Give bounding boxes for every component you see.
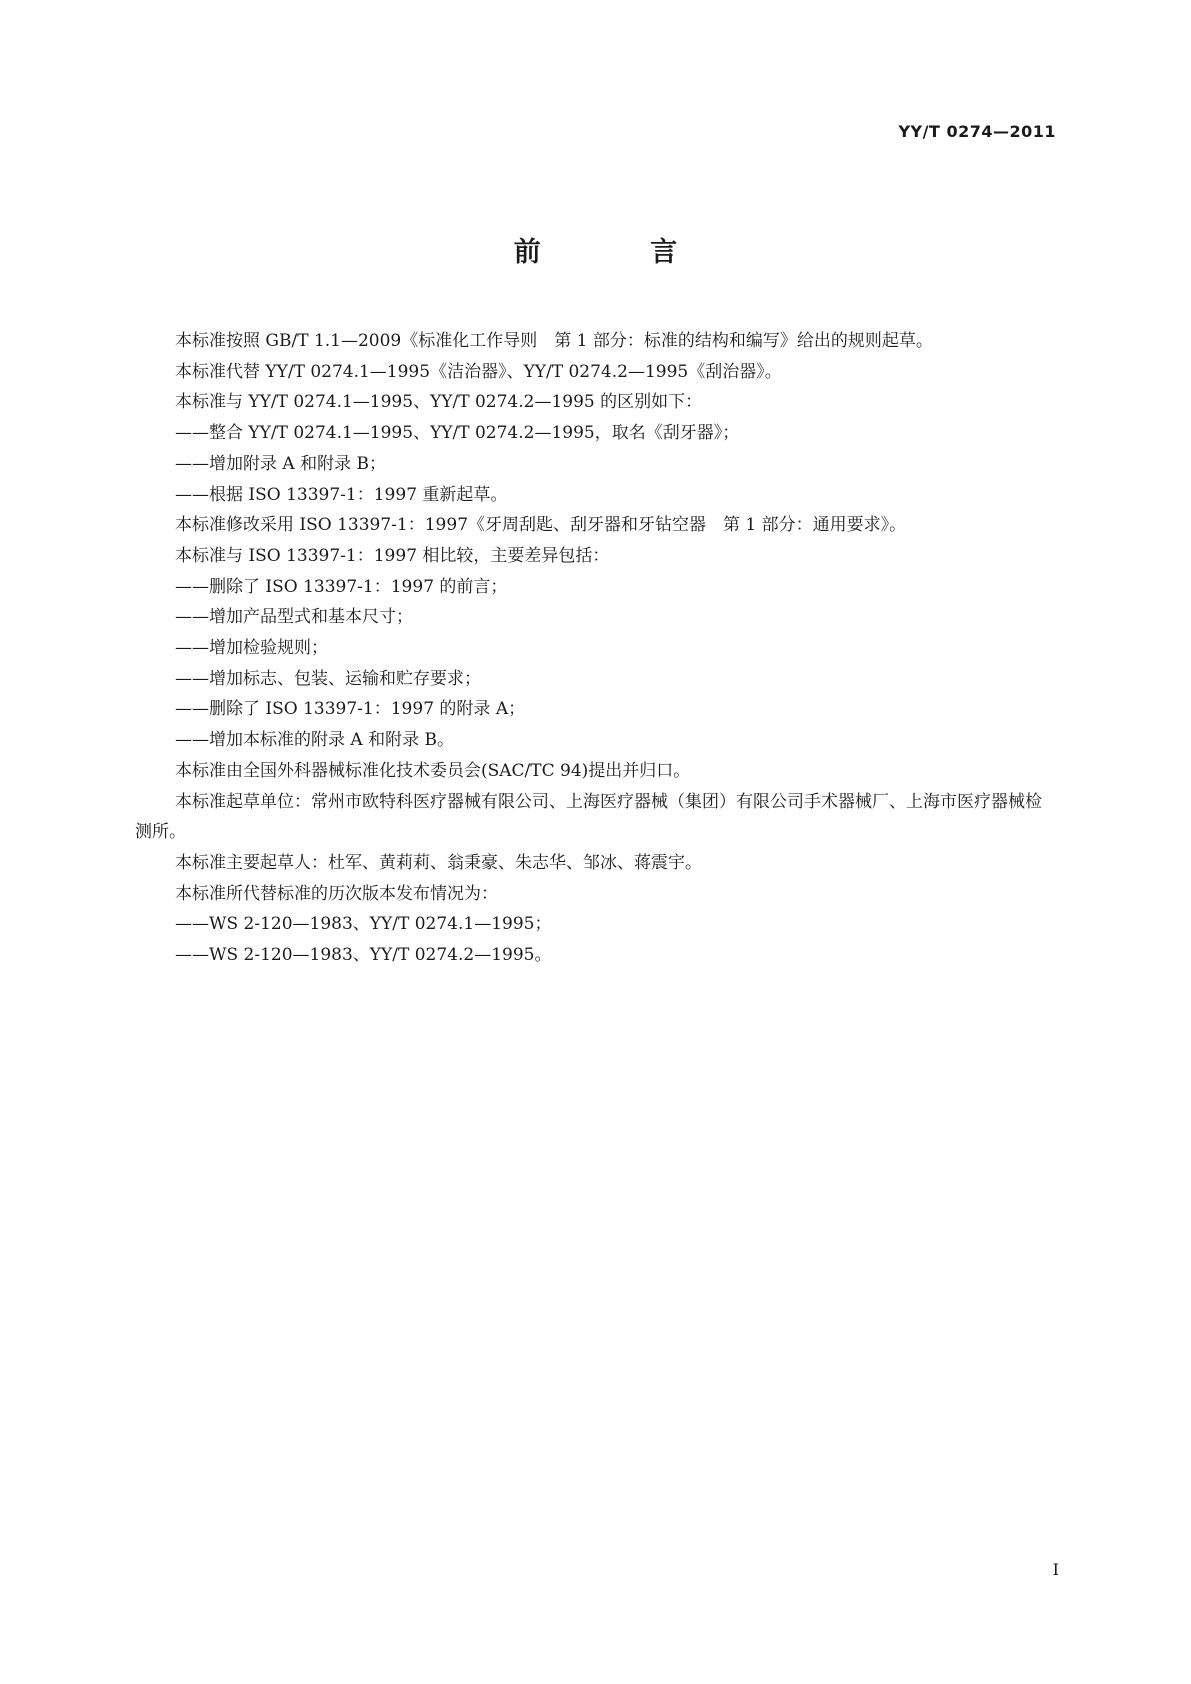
list-item: ——WS 2-120—1983、YY/T 0274.2—1995。: [175, 945, 552, 966]
list-item: ——WS 2-120—1983、YY/T 0274.1—1995；: [175, 914, 552, 935]
paragraph: 本标准起草单位：常州市欧特科医疗器械有限公司、上海医疗器械（集团）有限公司手术器械厂、上海市医疗器械检测所。: [135, 791, 1042, 843]
page-title: 前 言: [513, 237, 728, 268]
paragraph: 本标准与 ISO 13397-1：1997 相比较，主要差异包括：: [175, 545, 610, 566]
standard-code: YY/T 0274—2011: [898, 122, 1056, 141]
list-item: ——增加附录 A 和附录 B；: [175, 453, 386, 474]
list-item: ——整合 YY/T 0274.1—1995、YY/T 0274.2—1995，取名《刮牙器》；: [175, 423, 740, 444]
list-item: ——增加产品型式和基本尺寸；: [175, 607, 413, 628]
foreword-body: [135, 326, 1055, 971]
paragraph: 本标准与 YY/T 0274.1—1995、YY/T 0274.2—1995 的区别如下：: [175, 392, 703, 413]
list-item: ——增加本标准的附录 A 和附录 B。: [175, 730, 454, 751]
page-number: I: [1052, 1560, 1059, 1579]
list-item: ——增加标志、包装、运输和贮存要求；: [175, 668, 481, 689]
paragraph: 本标准按照 GB/T 1.1—2009《标准化工作导则 第 1 部分：标准的结构和编写》给出的规则起草。: [175, 331, 933, 351]
list-item: ——根据 ISO 13397-1：1997 重新起草。: [175, 484, 508, 505]
list-item: ——增加检验规则；: [175, 638, 328, 659]
list-item: ——删除了 ISO 13397-1：1997 的前言；: [175, 576, 508, 597]
paragraph: 本标准主要起草人：杜军、黄莉莉、翁秉豪、朱志华、邹冰、蒋震宇。: [175, 852, 702, 873]
paragraph: 本标准所代替标准的历次版本发布情况为：: [175, 883, 498, 904]
list-item: ——删除了 ISO 13397-1：1997 的附录 A；: [175, 699, 526, 720]
paragraph: 本标准代替 YY/T 0274.1—1995《洁治器》、YY/T 0274.2—1995《刮治器》。: [175, 361, 782, 382]
paragraph: 本标准修改采用 ISO 13397-1：1997《牙周刮匙、刮牙器和牙钻空器 第 1 部分：通用要求》。: [175, 515, 907, 536]
paragraph: 本标准由全国外科器械标准化技术委员会(SAC/TC 94)提出并归口。: [175, 760, 691, 781]
